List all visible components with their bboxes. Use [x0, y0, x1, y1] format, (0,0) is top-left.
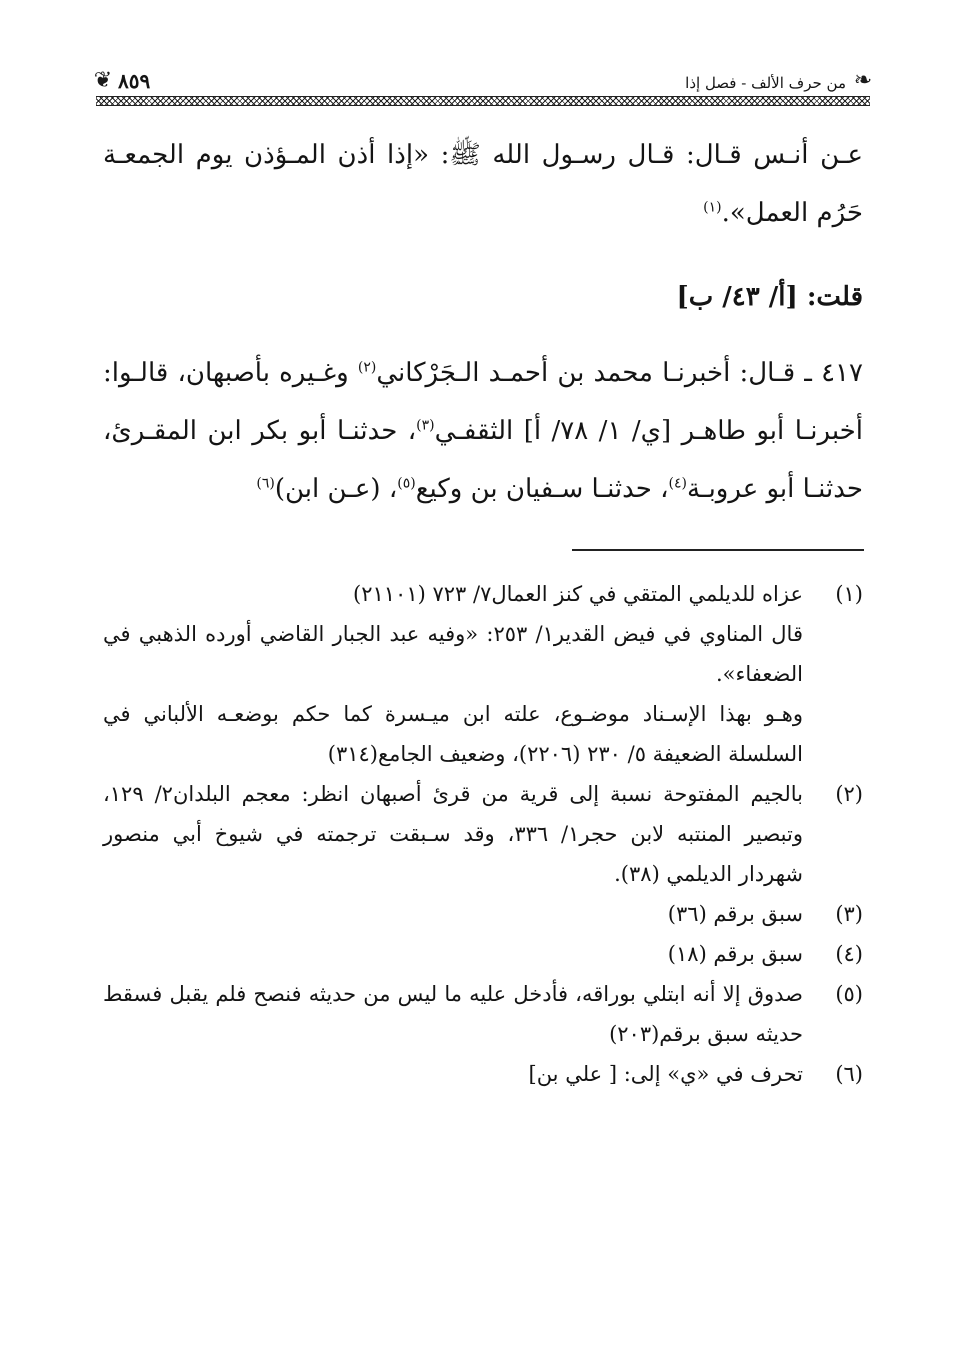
footnote-line: تحرف في «ي» إلى: [ علي بن] — [528, 1062, 803, 1086]
footnote-text — [103, 774, 803, 894]
footnote-line: سبق برقم (٣٦) — [667, 902, 803, 926]
footnote-number: (١) — [835, 582, 863, 606]
header-ornamental-rule — [96, 96, 870, 106]
footnote-ref-5[interactable]: (٥) — [397, 475, 416, 492]
footnote-number: (٤) — [835, 942, 863, 966]
footnote-ref-3[interactable]: (٣) — [416, 417, 435, 434]
footnote-number: (٥) — [835, 982, 863, 1006]
footnote-2 — [103, 774, 863, 894]
isnad-part-2: وغـيره بأصبهان، قالـوا: أخبرنـا أبو طاهـر [ي/ ١/ ٧٨/ أ] الثقفـي — [103, 358, 863, 446]
footnote-line: عزاه للديلمي المتقي في كنز العمال٧/ ٧٢٣ (٢١١٠١) — [353, 582, 803, 606]
footnote-ref-6[interactable]: (٦) — [256, 475, 275, 492]
footnote-text — [103, 974, 803, 1054]
footnote-line: سبق برقم (١٨) — [667, 942, 803, 966]
isnad-part-5: ، (عـن ابن) — [274, 474, 398, 504]
footnote-separator — [572, 549, 864, 551]
hadith-text: عـن أنـس قـال: قـال رسـول الله ﷺ: «إذا أذن المـؤذن يوم الجمعـة حَرُم العمل». — [103, 140, 863, 228]
footnote-4 — [103, 934, 863, 974]
footnotes-section — [103, 574, 863, 1094]
left-ornament-icon: ❦ — [93, 68, 113, 93]
footnote-number: (٣) — [835, 902, 863, 926]
footnote-text — [103, 574, 803, 774]
footnote-text — [103, 894, 803, 934]
footnote-text — [103, 1054, 803, 1094]
isnad-part-4: ، حدثنـا سـفيان بن وكيع — [415, 474, 669, 504]
footnote-ref-4[interactable]: (٤) — [668, 475, 688, 492]
isnad-paragraph — [103, 344, 863, 518]
running-header — [92, 58, 874, 118]
footnote-line: وهـو بهذا الإسـناد موضـوع، علته ابن ميـسرة كما حكم بوضعـه الألباني في السلسلة الضعيفة ٥/ ٢٣٠ (٢٢٠٦)، وضعيف الجامع(٣١٤) — [103, 702, 803, 766]
footnote-number: (٢) — [835, 782, 863, 806]
isnad-part-3: ، حدثنـا أبو بكر ابن المقـرئ، حدثنـا أبو عروبـة — [103, 416, 863, 504]
footnote-line: بالجيم المفتوحة نسبة إلى قرية من قرئ أصبهان انظر: معجم البلدان٢/ ١٢٩، وتبصير المنتبه لابن حجر١/ ٣٣٦، وقد سـبقت ترجمته في شيوخ أبي منصور شهردار الديلمي (٣٨). — [103, 782, 803, 886]
hadith-text-paragraph — [103, 126, 863, 242]
footnote-line: قال المناوي في فيض القدير١/ ٢٥٣: «وفيه عبد الجبار القاضي أورده الذهبي في الضعفاء». — [103, 622, 803, 686]
footnote-6 — [103, 1054, 863, 1094]
footnote-1 — [103, 574, 863, 774]
footnote-3 — [103, 894, 863, 934]
page-number: ٨٥٩ — [118, 69, 151, 93]
footnote-number: (٦) — [835, 1062, 863, 1086]
footnote-ref-2[interactable]: (٢) — [357, 359, 377, 376]
footnote-ref-1[interactable]: (١) — [703, 199, 722, 216]
manuscript-marker: قلت: [أ/ ٤٣/ ب] — [676, 282, 863, 312]
isnad-part-1: ٤١٧ ـ قـال: أخبرنـا محمد بن أحمـد الـجَرْكاني — [376, 358, 863, 388]
footnote-line: صدوق إلا أنه ابتلي بوراقه، فأدخل عليه ما ليس من حديثه فنصح فلم يقبل فسقط حديثه سبق برقم(٢٠٣) — [103, 982, 803, 1046]
footnote-text — [103, 934, 803, 974]
right-ornament-icon: ❧ — [853, 68, 873, 93]
running-title: من حرف الألف - فصل إذا — [685, 74, 846, 92]
footnote-5 — [103, 974, 863, 1054]
